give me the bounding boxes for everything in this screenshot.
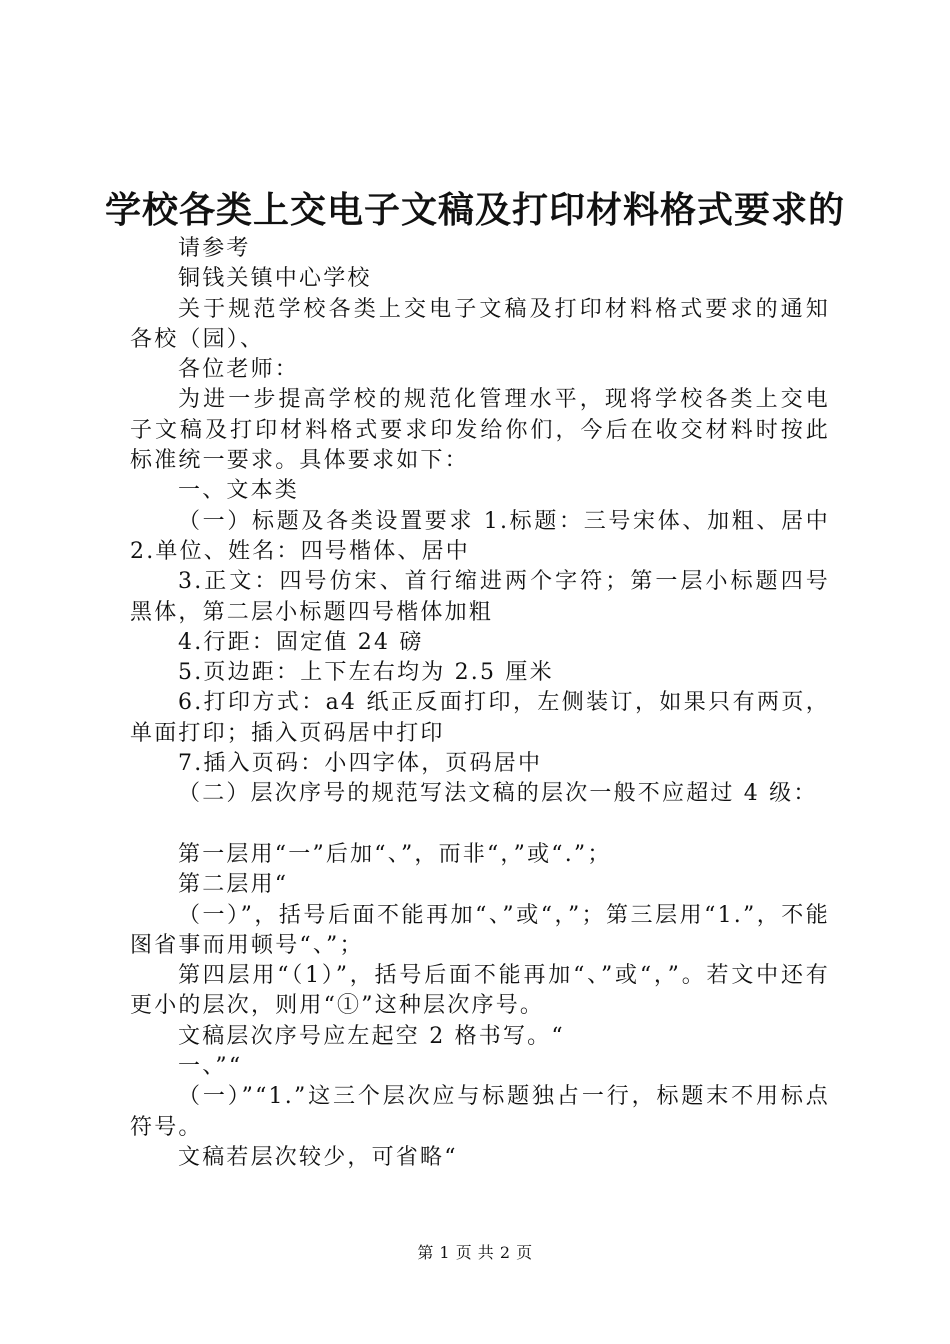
paragraph: 各位老师： xyxy=(178,357,300,383)
page-number-footer: 第 1 页 共 2 页 xyxy=(417,1243,533,1262)
blank-line xyxy=(130,810,830,840)
paragraph: 一、文本类 xyxy=(178,478,300,504)
document-title: 学校各类上交电子文稿及打印材料格式要求的 xyxy=(104,189,845,231)
paragraph: 3.正文：四号仿宋、首行缩进两个字符；第一层小标题四号黑体，第二层小标题四号楷体加粗 xyxy=(130,569,830,625)
paragraph: 7.插入页码：小四字体，页码居中 xyxy=(178,751,543,777)
paragraph: 第四层用“（1）”，括号后面不能再加“、”或“，”。若文中还有更小的层次，则用“①”这种层次序号。 xyxy=(130,963,830,1019)
paragraph: （一）”“1.”这三个层次应与标题独占一行，标题末不用标点符号。 xyxy=(130,1084,830,1140)
paragraph: 6.打印方式：a4 纸正反面打印，左侧装订，如果只有两页，单面打印；插入页码居中打印 xyxy=(130,690,830,746)
paragraph: 第一层用“一”后加“、”，而非“，”或“.”； xyxy=(178,841,612,867)
paragraph: 4.行距：固定值 24 磅 xyxy=(178,629,424,655)
paragraph: （二）层次序号的规范写法文稿的层次一般不应超过 4 级： xyxy=(178,781,818,807)
paragraph: 请参考 xyxy=(178,236,251,261)
paragraph: 一、”“ xyxy=(178,1054,243,1080)
paragraph: （一）”，括号后面不能再加“、”或“，”；第三层用“1.”，不能图省事而用顿号“、”； xyxy=(130,902,830,958)
paragraph: （一）标题及各类设置要求 1.标题：三号宋体、加粗、居中 2.单位、姓名：四号楷体、居中 xyxy=(130,508,830,564)
paragraph: 5.页边距：上下左右均为 2.5 厘米 xyxy=(178,660,554,686)
paragraph: 为进一步提高学校的规范化管理水平，现将学校各类上交电子文稿及打印材料格式要求印发给你们，今后在收交材料时按此标准统一要求。具体要求如下： xyxy=(130,387,830,474)
document-body xyxy=(130,234,830,1173)
paragraph: 关于规范学校各类上交电子文稿及打印材料格式要求的通知各校（园）、 xyxy=(130,296,830,352)
paragraph: 铜钱关镇中心学校 xyxy=(178,266,372,292)
paragraph: 第二层用“ xyxy=(178,872,289,898)
paragraph: 文稿若层次较少，可省略“ xyxy=(178,1144,458,1170)
paragraph: 文稿层次序号应左起空 2 格书写。“ xyxy=(178,1023,565,1049)
